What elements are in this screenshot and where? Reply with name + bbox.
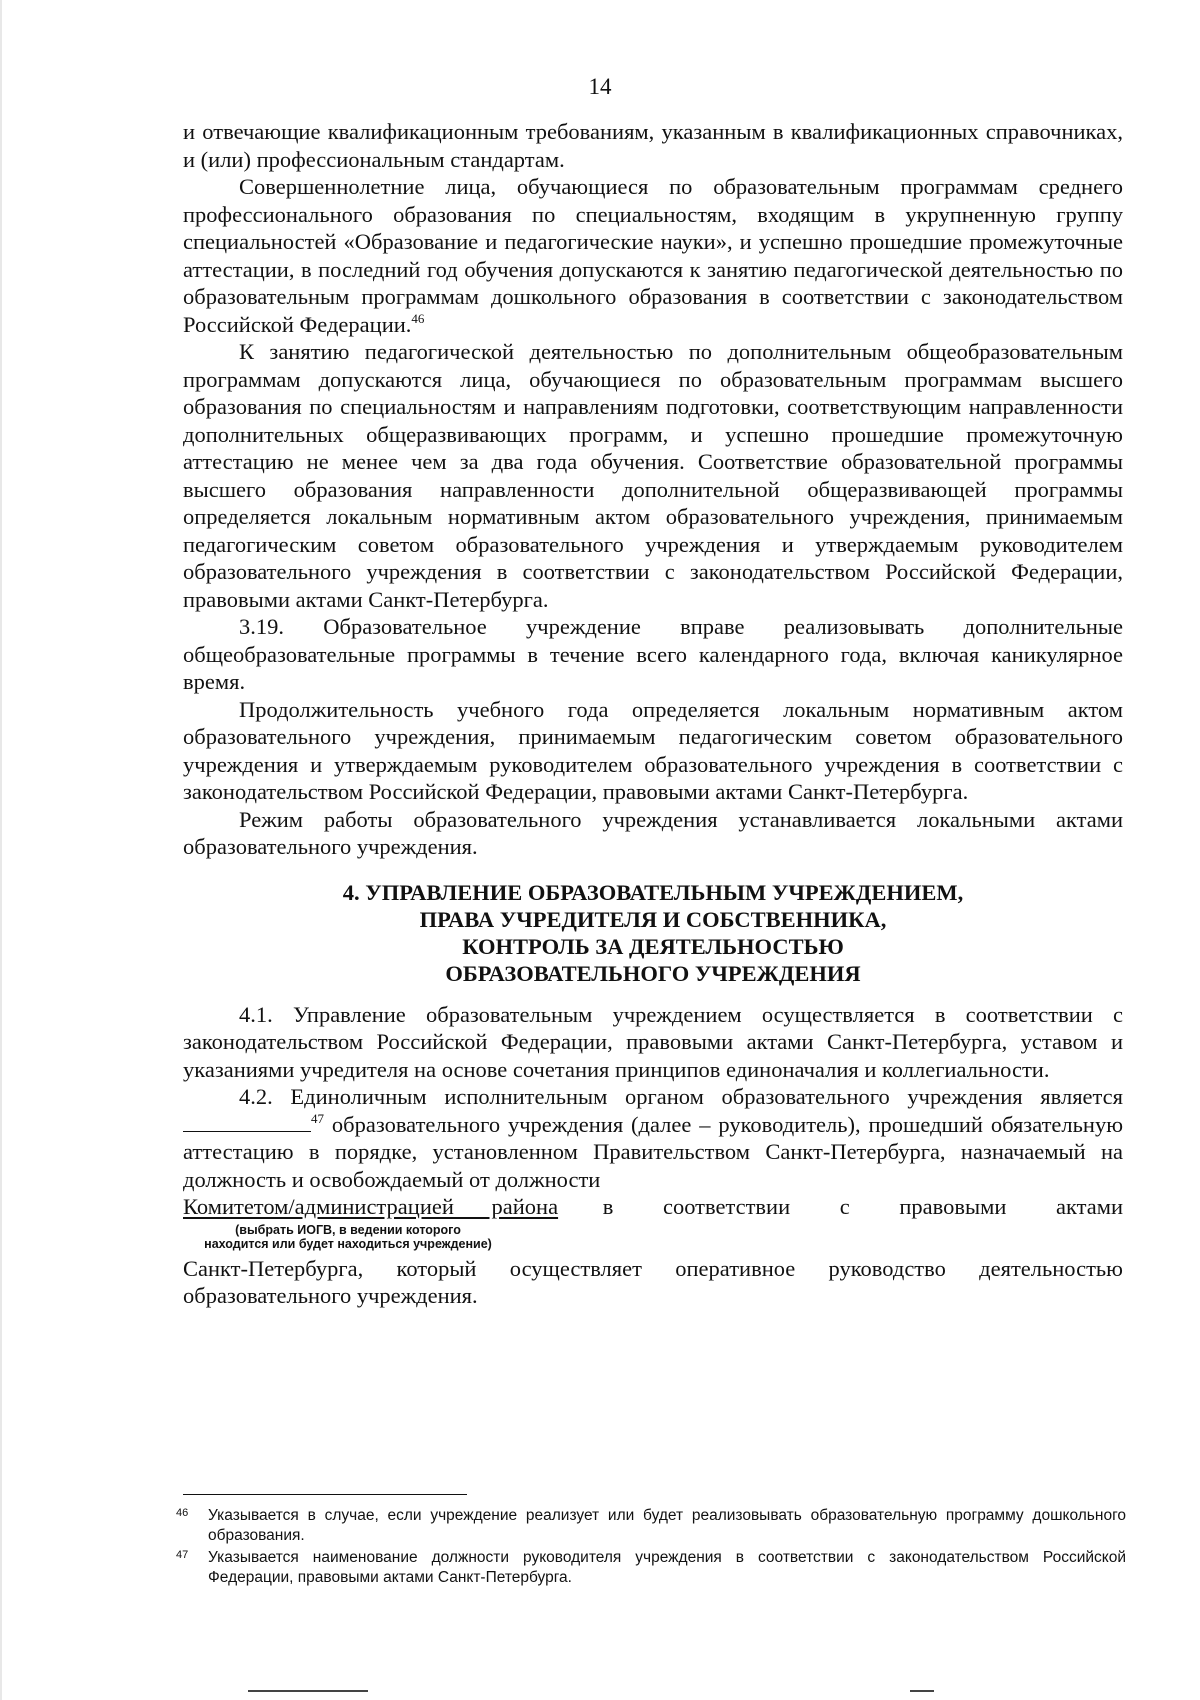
paragraph: Продолжительность учебного года определяется локальным нормативным актом образовательного учреждения, принимаемым педагогическим советом образовательного учреждения и утверждаемым руководителем образовательного учреждения в соответствии с законодательством Российской Федерации, правовыми актами Санкт-Петербурга. (183, 696, 1123, 804)
paragraph-text: в соответствии с правовыми актами (602, 1194, 1123, 1219)
footnote-ref: 46 (411, 310, 425, 326)
page-number: 14 (588, 74, 612, 99)
paragraph: Санкт-Петербурга, который осуществляет оперативное руководство деятельностью образовательного учреждения. (183, 1255, 1123, 1308)
footnote-text: Указывается наименование должности руководителя учреждения в соответствии с законодательством Российской Федерации, правовыми актами Санкт-Петербурга. (208, 1549, 1126, 1586)
footnote (176, 1506, 1126, 1546)
document-body (183, 118, 1123, 1310)
footnote (176, 1548, 1126, 1588)
heading-line: 4. УПРАВЛЕНИЕ ОБРАЗОВАТЕЛЬНЫМ УЧРЕЖДЕНИЕМ, (342, 879, 964, 905)
section-heading (183, 879, 1123, 987)
paragraph: и отвечающие квалификационным требованиям, указанным в квалификационных справочниках, и (или) профессиональным стандартам. (183, 119, 1123, 172)
footnote-separator (183, 1494, 467, 1495)
paragraph-text: 4.2. Единоличным исполнительным органом образовательного учреждения является (239, 1084, 1123, 1109)
paragraph-text: Совершеннолетние лица, обучающиеся по образовательным программам среднего профессионального образования по специальностям, входящим в укрупненную группу специальностей «Образование и педагогические науки», и успешно прошедшие промежуточные аттестации, в последний год обучения допускаются к занятию педагогической деятельностью по образовательным программам дошкольного образования в соответствии с законодательством Российской Федерации. (183, 174, 1123, 337)
footnotes (176, 1506, 1126, 1590)
footnote-text: Указывается в случае, если учреждение реализует или будет реализовывать образовательную программу дошкольного образования. (208, 1507, 1126, 1544)
ogv-underlined-text: Комитетом/администрацией района (183, 1194, 559, 1219)
fill-in-blank (183, 1113, 311, 1132)
paragraph: К занятию педагогической деятельностью по дополнительным общеобразовательным программам допускаются лица, обучающиеся по образовательным программам высшего образования по специальностям и направлениям подготовки, соответствующим направленности дополнительных общеразвивающих программ, и успешно прошедшие промежуточную аттестацию не менее чем за два года обучения. Соответствие образовательной программы высшего образования направленности дополнительной общеразвивающей программы определяется локальным нормативным актом образовательного учреждения, принимаемым педагогическим советом образовательного учреждения и утверждаемым руководителем образовательного учреждения в соответствии с законодательством Российской Федерации, правовыми актами Санкт-Петербурга. (183, 339, 1123, 612)
scan-artifact (248, 1690, 368, 1692)
paragraph-line (183, 1193, 1123, 1255)
hint-line: находится или будет находиться учреждение) (204, 1236, 492, 1251)
ogv-hint (183, 1223, 513, 1251)
heading-line: ПРАВА УЧРЕДИТЕЛЯ И СОБСТВЕННИКА, (419, 906, 887, 932)
hint-line: (выбрать ИОГВ, в ведении которого (235, 1222, 461, 1237)
paragraph-text: образовательного учреждения (далее – руководитель), прошедший обязательную аттестацию в порядке, установленном Правительством Санкт-Петербурга, назначаемый на должность и освобождаемый от должности (183, 1111, 1124, 1192)
heading-line: КОНТРОЛЬ ЗА ДЕЯТЕЛЬНОСТЬЮ (462, 933, 844, 959)
footnote-mark: 47 (176, 1549, 189, 1561)
paragraph (183, 173, 1123, 338)
footnote-ref: 47 (311, 1110, 324, 1126)
scan-edge (0, 0, 2, 1700)
paragraph: Режим работы образовательного учреждения устанавливается локальными актами образовательного учреждения. (183, 806, 1123, 859)
heading-line: ОБРАЗОВАТЕЛЬНОГО УЧРЕЖДЕНИЯ (445, 960, 861, 986)
paragraph: 4.1. Управление образовательным учреждением осуществляется в соответствии с законодательством Российской Федерации, правовыми актами Санкт-Петербурга, уставом и указаниями учредителя на основе сочетания принципов единоначалия и коллегиальности. (183, 1001, 1123, 1082)
paragraph: 3.19. Образовательное учреждение вправе реализовывать дополнительные общеобразовательные программы в течение всего календарного года, включая каникулярное время. (183, 614, 1123, 694)
ogv-choice (183, 1193, 558, 1255)
footnote-mark: 46 (176, 1507, 189, 1519)
scan-artifact (910, 1690, 934, 1692)
paragraph (183, 1083, 1123, 1193)
